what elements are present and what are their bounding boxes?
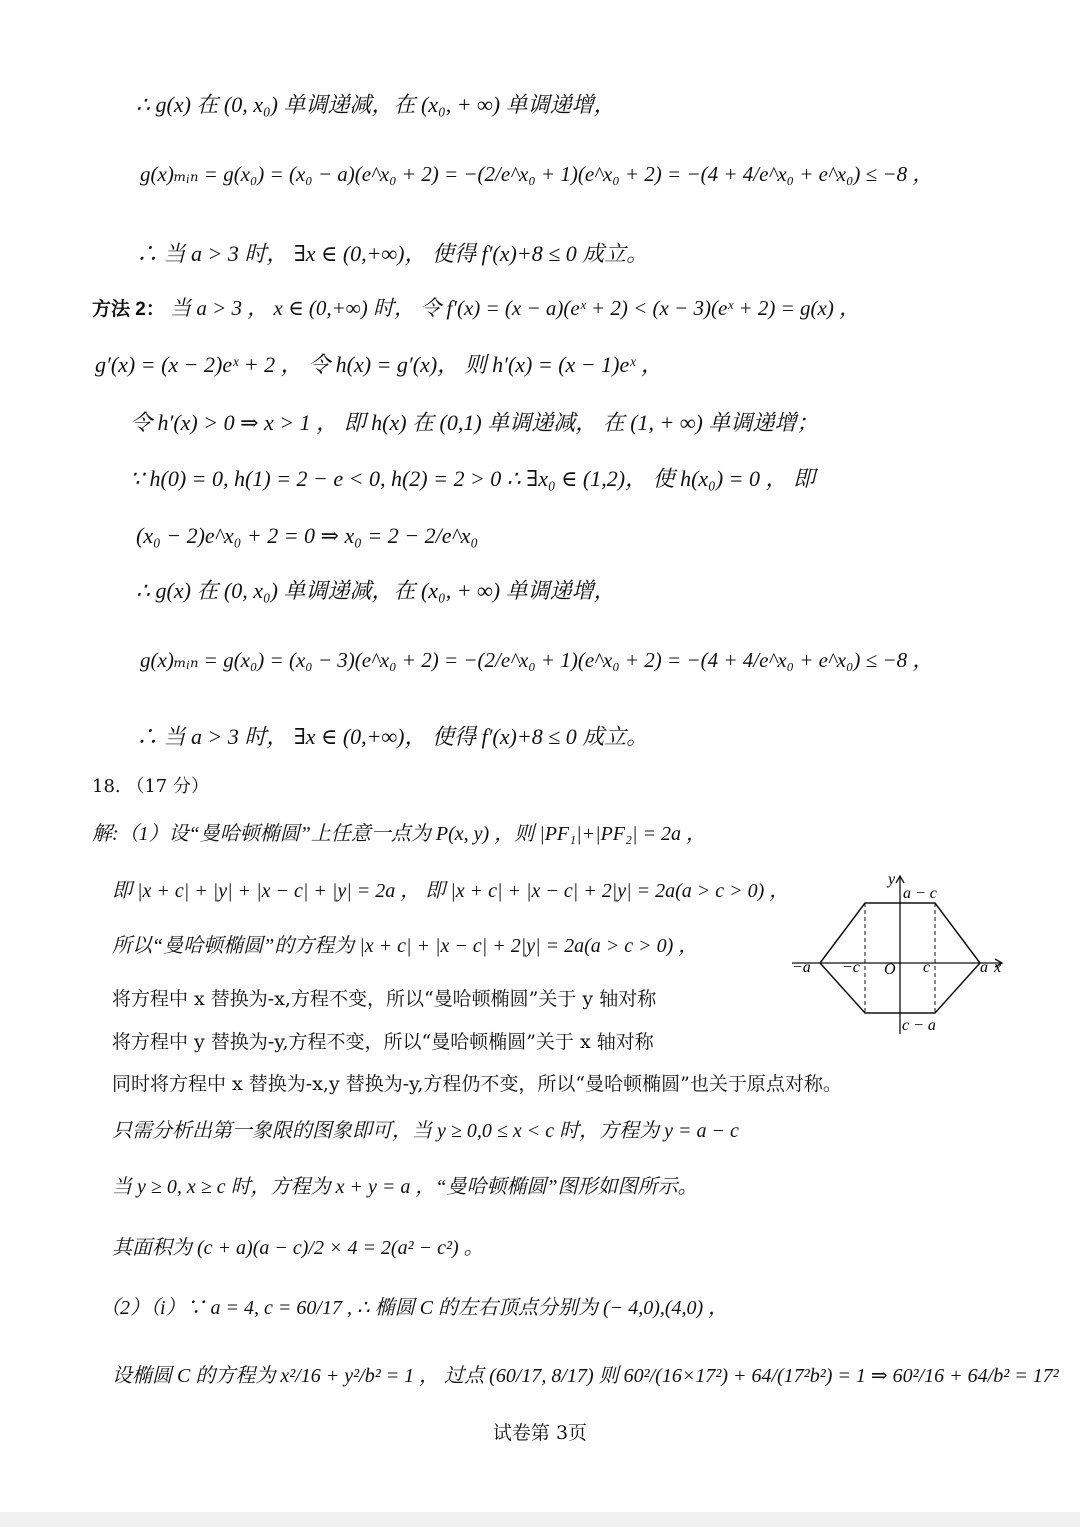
solution-line-6: 同时将方程中 x 替换为-x,y 替换为-y,方程仍不变，所以“曼哈顿椭圆”也关于原点对称。 [112, 1073, 842, 1095]
solution-line-5: 将方程中 y 替换为-y,方程不变，所以“曼哈顿椭圆”关于 x 轴对称 [112, 1031, 654, 1053]
page-footer: 试卷第 3页 [492, 1422, 588, 1444]
pos-a-label: a [980, 959, 988, 976]
equation-line-8: (x₀ − 2)e^x₀ + 2 = 0 ⇒ x₀ = 2 − 2/e^x₀ [136, 523, 479, 548]
origin-label: O [884, 961, 896, 978]
neg-a-label: −a [792, 959, 811, 976]
bottom-edge [0, 1512, 1080, 1527]
method-2-label: 方法 2： [92, 299, 165, 320]
solution-line-3: 所以“曼哈顿椭圆”的方程为 |x + c| + |x − c| + 2|y| = 2a(a > c > 0) ， [112, 935, 699, 957]
solution-line-7: 只需分析出第一象限的图象即可，当 y ≥ 0,0 ≤ x < c 时，方程为 y = a − c [112, 1120, 739, 1142]
text-line-5: g′(x) = (x − 2)eˣ + 2 ， 令 h(x) = g′(x)， 则 h′(x) = (x − 1)eˣ ， [95, 352, 663, 377]
part-2-line-2: 设椭圆 C 的方程为 x²/16 + y²/b² = 1 ， 过点 (60/17, 8/17) 则 60²/(16×17²) + 64/(17²b²) = 1 ⇒ 60²/16 + 64/b² = 17² [112, 1365, 1059, 1387]
problem-18-heading: 18. （17 分） [92, 776, 209, 797]
text-line-11: ∴ 当 a > 3 时， ∃x ∈ (0,+∞)， 使得 f′(x)+8 ≤ 0 成立。 [136, 724, 649, 749]
area-line: 其面积为 (c + a)(a − c)/2 × 4 = 2(a² − c²) 。 [112, 1237, 484, 1259]
pos-c-label: c [923, 959, 931, 976]
neg-c-label: −c [842, 959, 860, 976]
solution-line-1: 解:（1）设“曼哈顿椭圆”上任意一点为 P(x, y) ，则 |PF₁|+|PF₂| = 2a ， [92, 823, 706, 845]
bottom-label: c − a [902, 1017, 936, 1034]
manhattan-ellipse-figure [790, 868, 1012, 1038]
text-line-7: ∵ h(0) = 0, h(1) = 2 − e < 0, h(2) = 2 > 0 ∴ ∃x₀ ∈ (1,2)， 使 h(x₀) = 0 ， 即 [130, 466, 815, 491]
text-line-1: ∴ g(x) 在 (0, x₀) 单调递减，在 (x₀, + ∞) 单调递增， [136, 92, 616, 117]
text-line-9: ∴ g(x) 在 (0, x₀) 单调递减，在 (x₀, + ∞) 单调递增， [136, 578, 616, 603]
part-2-line-1: （2）（i）∵ a = 4, c = 60/17 , ∴ 椭圆 C 的左右顶点分别为 (− 4,0),(4,0) ， [100, 1297, 729, 1319]
method-2-line [92, 296, 860, 322]
text-line-3: ∴ 当 a > 3 时， ∃x ∈ (0,+∞)， 使得 f′(x)+8 ≤ 0 成立。 [136, 241, 649, 266]
figure-axes [792, 876, 1002, 1034]
top-label: a − c [903, 885, 937, 902]
solution-line-4: 将方程中 x 替换为-x,方程不变，所以“曼哈顿椭圆”关于 y 轴对称 [112, 988, 657, 1010]
x-axis-label: x [994, 959, 1002, 976]
equation-line-10: g(x)ₘᵢₙ = g(x₀) = (x₀ − 3)(e^x₀ + 2) = −(2/e^x₀ + 1)(e^x₀ + 2) = −(4 + 4/e^x₀ + e^x₀) ≤ −8 ， [140, 648, 934, 672]
y-axis-label: y [888, 871, 896, 888]
solution-line-8: 当 y ≥ 0, x ≥ c 时，方程为 x + y = a ，“曼哈顿椭圆”图形如图所示。 [112, 1176, 698, 1198]
method-2-text: 当 a > 3 ， x ∈ (0,+∞) 时， 令 f′(x) = (x − a)(eˣ + 2) < (x − 3)(eˣ + 2) = g(x) ， [170, 296, 861, 320]
solution-line-2: 即 |x + c| + |y| + |x − c| + |y| = 2a ， 即 |x + c| + |x − c| + 2|y| = 2a(a > c > 0) ， [112, 880, 790, 902]
equation-line-2: g(x)ₘᵢₙ = g(x₀) = (x₀ − a)(e^x₀ + 2) = −(2/e^x₀ + 1)(e^x₀ + 2) = −(4 + 4/e^x₀ + e^x₀) ≤ −8 ， [140, 162, 934, 186]
text-line-6: 令 h′(x) > 0 ⇒ x > 1 ， 即 h(x) 在 (0,1) 单调递减， 在 (1, + ∞) 单调递增； [130, 410, 819, 435]
